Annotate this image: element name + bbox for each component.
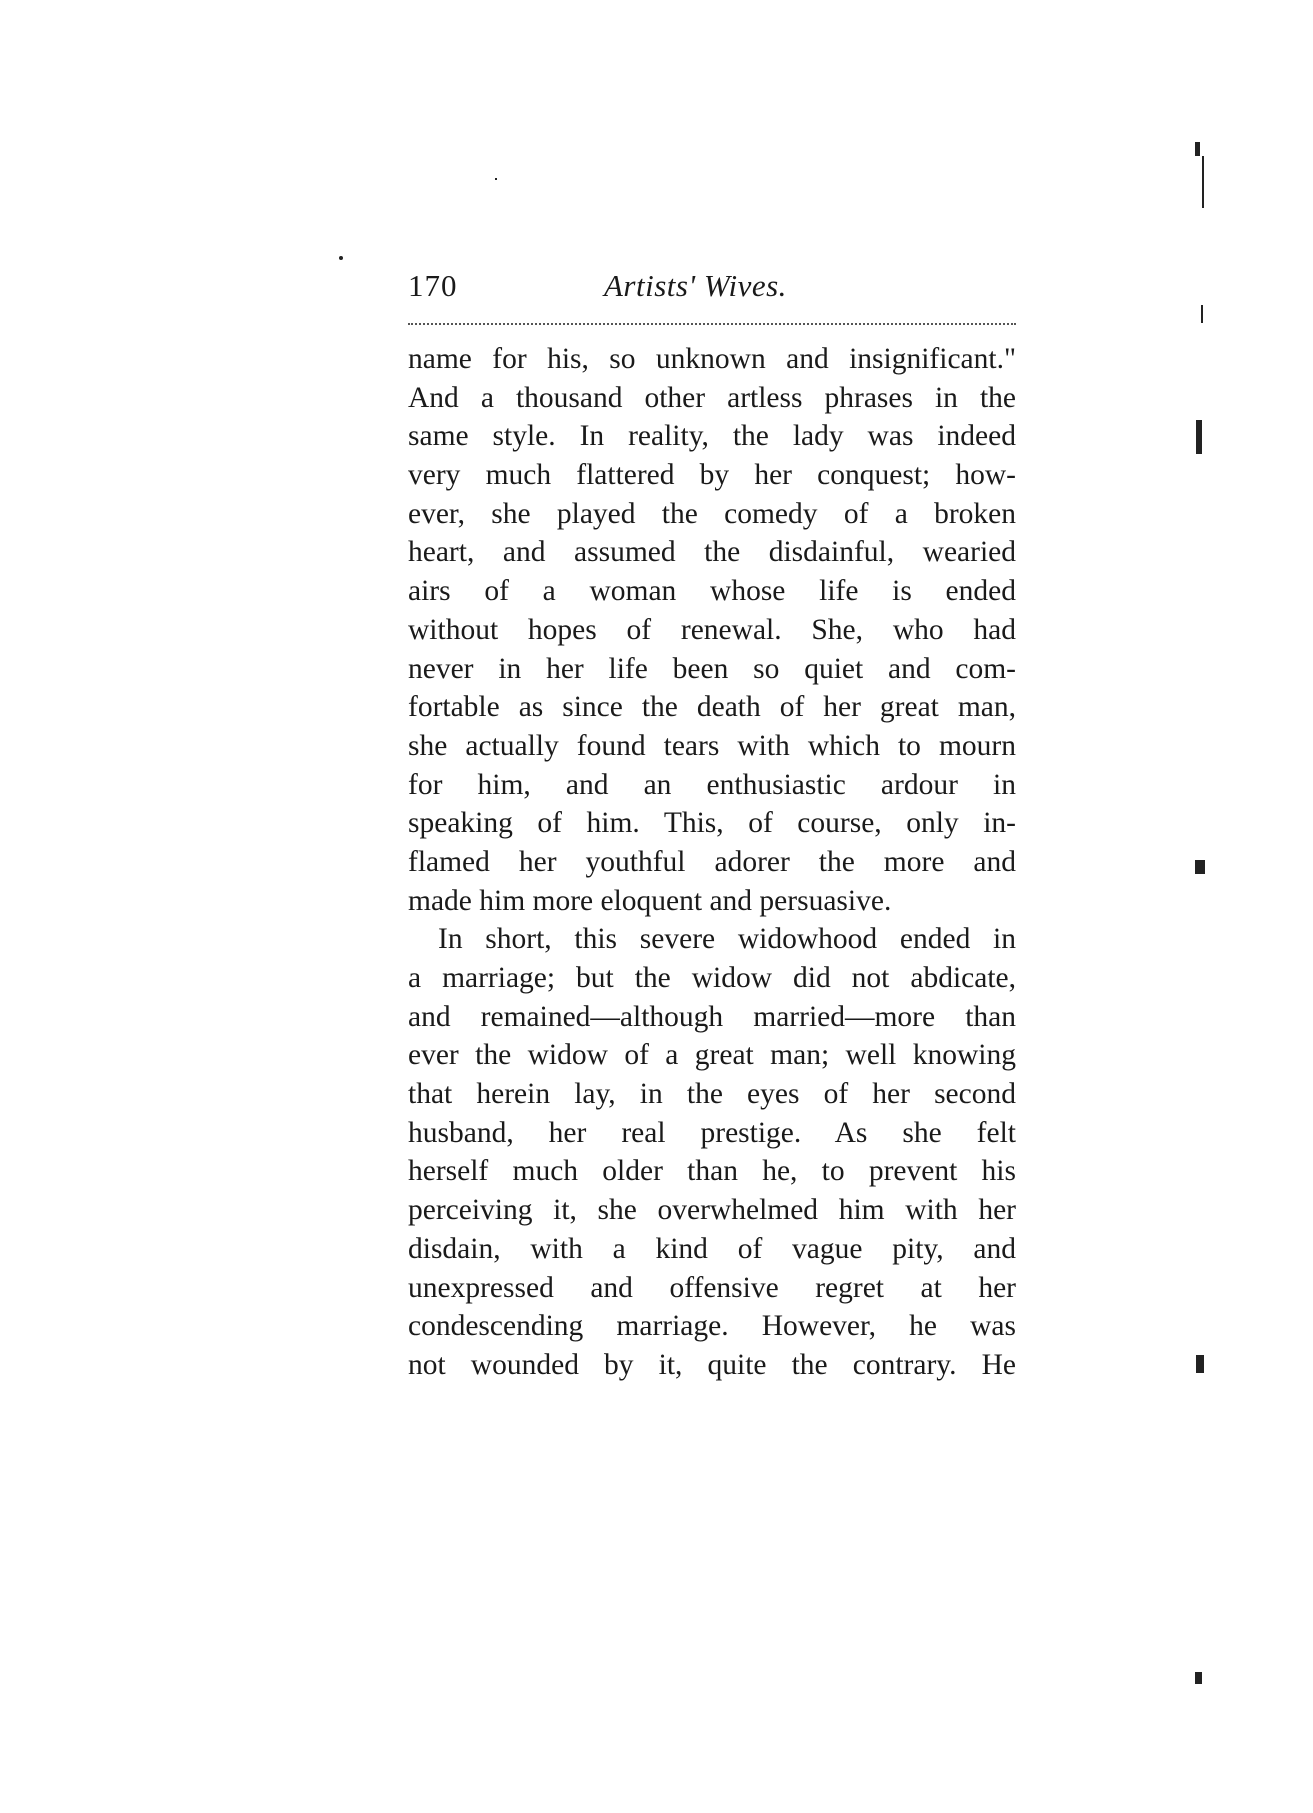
text-line: same style. In reality, the lady was indeed [408, 420, 1016, 453]
text-line: herself much older than he, to prevent his [408, 1155, 1016, 1188]
text-line: In short, this severe widowhood ended in [438, 923, 1016, 956]
running-head: Artists' Wives. [604, 268, 787, 303]
text-line: fortable as since the death of her great man, [408, 691, 1016, 724]
scan-speck [1202, 156, 1204, 208]
text-line: not wounded by it, quite the contrary. He [408, 1348, 1016, 1381]
text-line: never in her life been so quiet and com- [408, 652, 1016, 685]
text-line: and remained—although married—more than [408, 1000, 1016, 1033]
text-line: airs of a woman whose life is ended [408, 575, 1016, 608]
text-line: for him, and an enthusiastic ardour in [408, 768, 1016, 801]
text-line: very much flattered by her conquest; how- [408, 459, 1016, 492]
header-rule [408, 323, 1016, 325]
scan-speck [495, 178, 497, 180]
text-line: condescending marriage. However, he was [408, 1310, 1016, 1343]
text-line: husband, her real prestige. As she felt [408, 1116, 1016, 1149]
page-number: 170 [408, 268, 458, 303]
scan-speck [1195, 860, 1205, 874]
scan-speck [1195, 142, 1200, 156]
text-line: heart, and assumed the disdainful, wearied [408, 536, 1016, 569]
scan-speck [1195, 1672, 1202, 1684]
text-line: disdain, with a kind of vague pity, and [408, 1232, 1016, 1265]
text-line: unexpressed and offensive regret at her [408, 1271, 1016, 1304]
text-line: that herein lay, in the eyes of her second [408, 1078, 1016, 1111]
text-line: flamed her youthful adorer the more and [408, 845, 1016, 878]
scan-speck [1201, 305, 1203, 323]
text-line: made him more eloquent and persuasive. [408, 884, 892, 917]
text-line: And a thousand other artless phrases in the [408, 381, 1016, 414]
text-line: ever the widow of a great man; well knowing [408, 1039, 1016, 1072]
scan-speck [1196, 420, 1202, 454]
text-line: ever, she played the comedy of a broken [408, 497, 1016, 530]
text-line: a marriage; but the widow did not abdicate, [408, 962, 1016, 994]
scan-speck [1196, 1355, 1204, 1373]
page-header [408, 268, 1018, 312]
scan-speck [339, 256, 343, 260]
text-line: without hopes of renewal. She, who had [408, 613, 1016, 646]
text-line: speaking of him. This, of course, only in- [408, 807, 1016, 840]
text-line: she actually found tears with which to mourn [408, 729, 1016, 762]
text-line: name for his, so unknown and insignificant." [408, 343, 1016, 375]
body-text [408, 340, 1016, 1385]
text-line: perceiving it, she overwhelmed him with her [408, 1194, 1016, 1227]
